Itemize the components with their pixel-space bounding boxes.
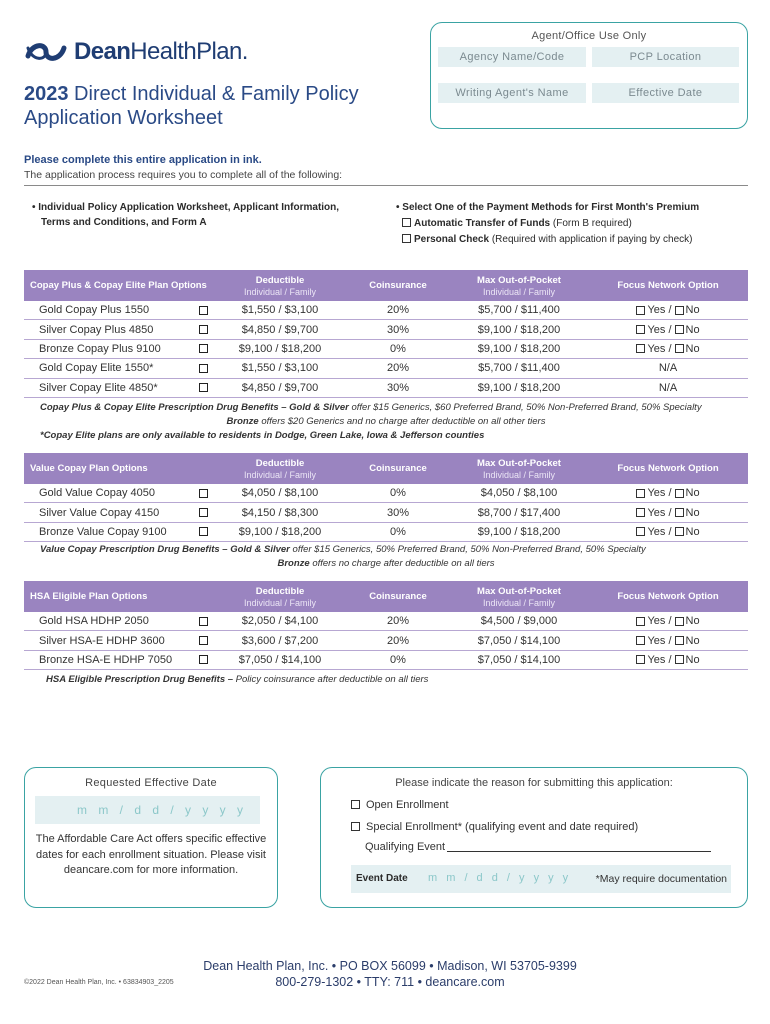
coinsurance-cell: 30% <box>386 381 410 394</box>
auto-transfer-checkbox[interactable] <box>402 218 411 227</box>
plan-name-cell <box>24 379 214 397</box>
plan-name-cell <box>24 612 214 630</box>
table-title: Value Copay Plan Options <box>30 463 148 474</box>
coinsurance-cell: 20% <box>386 615 410 628</box>
copay-note2-bold: Bronze <box>226 416 259 427</box>
focus-network-cell <box>588 631 748 649</box>
focus-yes-checkbox[interactable] <box>636 325 645 334</box>
focus-yes-checkbox[interactable] <box>636 344 645 353</box>
personal-check-label: Personal Check <box>414 234 490 245</box>
plan-select-checkbox[interactable] <box>199 364 208 373</box>
requirements-left <box>32 200 352 230</box>
plan-name-cell <box>24 301 214 319</box>
plan-select-checkbox[interactable] <box>199 508 208 517</box>
plan-select-checkbox[interactable] <box>199 617 208 626</box>
deductible-cell: $2,050 / $4,100 <box>241 615 319 628</box>
focus-yes-label: Yes / <box>647 634 672 647</box>
focus-no-label: No <box>685 487 700 500</box>
focus-no-label: No <box>685 525 700 538</box>
col-focus: Focus Network Option <box>617 463 719 474</box>
deductible-cell: $9,100 / $18,200 <box>238 342 322 355</box>
intro-heading: Please complete this entire application in ink. <box>24 154 262 166</box>
focus-no-label: No <box>685 342 700 355</box>
footer <box>180 958 600 990</box>
copyright: ©2022 Dean Health Plan, Inc. • 63834903_2205 <box>24 979 174 986</box>
req-left-line1: • Individual Policy Application Worksheet, Applicant Information, <box>32 202 340 213</box>
event-date-bar <box>351 865 731 893</box>
focus-no-checkbox[interactable] <box>675 325 684 334</box>
max-oop-cell: $7,050 / $14,100 <box>477 634 561 647</box>
coinsurance-cell: 0% <box>390 342 406 355</box>
auto-transfer-note: (Form B required) <box>550 218 632 229</box>
focus-no-checkbox[interactable] <box>675 344 684 353</box>
effective-date-field[interactable]: Effective Date <box>592 83 739 103</box>
payment-option-check[interactable] <box>396 232 748 248</box>
table-row <box>24 359 748 378</box>
col-coinsurance: Coinsurance <box>369 463 427 474</box>
logo-light: HealthPlan. <box>130 38 248 65</box>
col-deductible: Deductible Individual / Family <box>243 585 317 608</box>
title-year: 2023 <box>24 83 69 105</box>
table-rows <box>24 301 748 398</box>
focus-network-cell <box>588 612 748 630</box>
focus-yes-label: Yes / <box>647 487 672 500</box>
focus-network-cell <box>588 503 748 521</box>
dean-logo <box>24 38 248 66</box>
copay-note3: *Copay Elite plans are only available to residents in Dodge, Green Lake, Iowa & Jefferson counties <box>40 430 485 441</box>
page-title <box>24 82 359 130</box>
focus-yes-checkbox[interactable] <box>636 508 645 517</box>
deductible-cell: $9,100 / $18,200 <box>238 525 322 538</box>
max-oop-cell: $5,700 / $11,400 <box>478 304 560 317</box>
hsa-note1-bold: HSA Eligible Prescription Drug Benefits – <box>46 674 234 685</box>
coinsurance-cell: 30% <box>386 323 410 336</box>
deductible-cell: $3,600 / $7,200 <box>241 634 319 647</box>
table-row <box>24 503 748 522</box>
col-coinsurance: Coinsurance <box>369 591 427 602</box>
table-header <box>24 581 748 612</box>
focus-yes-label: Yes / <box>647 653 672 666</box>
deductible-cell: $4,850 / $9,700 <box>241 323 319 336</box>
focus-yes-label: Yes / <box>647 615 672 628</box>
logo-bold: Dean <box>74 38 131 65</box>
col-deductible: Deductible Individual / Family <box>243 274 317 297</box>
plan-select-checkbox[interactable] <box>199 325 208 334</box>
title-line1: Direct Individual & Family Policy <box>68 83 359 105</box>
plan-name: Silver HSA-E HDHP 3600 <box>39 634 165 647</box>
copay-note2-rest: offers $20 Generics and no charge after deductible on all other tiers <box>258 416 546 427</box>
max-oop-cell: $9,100 / $18,200 <box>477 381 561 394</box>
plan-name: Gold HSA HDHP 2050 <box>39 615 149 628</box>
requested-date-input[interactable]: m m / d d / y y y y <box>35 796 260 824</box>
footer-address: Dean Health Plan, Inc. • PO BOX 56099 • Madison, WI 53705-9399 <box>203 959 577 973</box>
deductible-cell: $4,150 / $8,300 <box>241 506 319 519</box>
reason-title: Please indicate the reason for submitting this application: <box>395 777 673 789</box>
copay-plan-table <box>24 270 748 398</box>
plan-select-checkbox[interactable] <box>199 655 208 664</box>
req-left-line2: Terms and Conditions, and Form A <box>41 217 207 228</box>
value-note2-rest: offers no charge after deductible on all tiers <box>309 558 495 569</box>
qualifying-event-input[interactable] <box>447 851 711 852</box>
focus-no-checkbox[interactable] <box>675 306 684 315</box>
deductible-cell: $4,050 / $8,100 <box>241 487 319 500</box>
focus-no-label: No <box>685 323 700 336</box>
plan-name: Silver Copay Plus 4850 <box>39 323 154 336</box>
max-oop-cell: $7,050 / $14,100 <box>477 653 561 666</box>
intro <box>24 154 342 181</box>
focus-yes-checkbox[interactable] <box>636 636 645 645</box>
special-enrollment-checkbox[interactable] <box>351 822 360 831</box>
focus-no-checkbox[interactable] <box>675 636 684 645</box>
col-max-oop: Max Out-of-Pocket Individual / Family <box>477 274 561 297</box>
focus-yes-checkbox[interactable] <box>636 527 645 536</box>
qualifying-event-label: Qualifying Event <box>365 841 446 853</box>
max-oop-cell: $4,050 / $8,100 <box>480 487 558 500</box>
col-focus: Focus Network Option <box>617 280 719 291</box>
table-title: Copay Plus & Copay Elite Plan Options <box>30 280 207 291</box>
agent-box-title: Agent/Office Use Only <box>531 30 647 42</box>
focus-yes-label: Yes / <box>647 323 672 336</box>
focus-no-checkbox[interactable] <box>675 508 684 517</box>
dean-swoosh-icon <box>24 41 68 63</box>
coinsurance-cell: 0% <box>390 525 406 538</box>
focus-no-label: No <box>685 615 700 628</box>
plan-name: Gold Copay Plus 1550 <box>39 304 150 317</box>
focus-no-label: No <box>685 634 700 647</box>
pcp-location-field[interactable]: PCP Location <box>592 47 739 67</box>
deductible-cell: $1,550 / $3,100 <box>241 362 319 375</box>
value-note1-bold: Value Copay Prescription Drug Benefits – Gold & Silver <box>40 544 290 555</box>
table-header <box>24 453 748 484</box>
effective-date-title: Requested Effective Date <box>85 777 217 789</box>
table-rows <box>24 612 748 670</box>
col-deductible: Deductible Individual / Family <box>243 457 317 480</box>
focus-no-label: No <box>685 506 700 519</box>
max-oop-cell: $9,100 / $18,200 <box>477 323 561 336</box>
hsa-note1-rest: Policy coinsurance after deductible on all tiers <box>233 674 429 685</box>
table-row <box>24 523 748 542</box>
hsa-rx-note <box>24 673 748 687</box>
payment-heading: • Select One of the Payment Methods for First Month's Premium <box>396 202 700 213</box>
plan-name-cell <box>24 651 214 669</box>
value-note2-bold: Bronze <box>277 558 310 569</box>
max-oop-cell: $9,100 / $18,200 <box>477 342 561 355</box>
focus-network-cell <box>588 484 748 502</box>
table-row <box>24 484 748 503</box>
col-max-oop: Max Out-of-Pocket Individual / Family <box>477 585 561 608</box>
deductible-cell: $7,050 / $14,100 <box>238 653 322 666</box>
divider <box>24 185 748 186</box>
table-row <box>24 379 748 398</box>
plan-select-checkbox[interactable] <box>199 383 208 392</box>
writing-agent-field[interactable]: Writing Agent's Name <box>438 83 586 103</box>
agency-name-field[interactable]: Agency Name/Code <box>438 47 586 67</box>
coinsurance-cell: 20% <box>386 634 410 647</box>
deductible-cell: $1,550 / $3,100 <box>241 304 319 317</box>
plan-name-cell <box>24 631 214 649</box>
special-enrollment-label: Special Enrollment* (qualifying event and date required) <box>366 821 639 833</box>
intro-subtext: The application process requires you to complete all of the following: <box>24 169 343 181</box>
table-row <box>24 301 748 320</box>
aca-info-text: The Affordable Care Act offers specific effective dates for each enrollment situation. Please visit deancare.com for more information. <box>35 833 267 876</box>
focus-network-cell: N/A <box>658 362 678 375</box>
table-row <box>24 612 748 631</box>
plan-name-cell <box>24 484 214 502</box>
focus-yes-checkbox[interactable] <box>636 655 645 664</box>
plan-name-cell <box>24 340 214 358</box>
hsa-plan-table <box>24 581 748 670</box>
footer-contact: 800-279-1302 • TTY: 711 • deancare.com <box>275 975 505 989</box>
payment-option-auto[interactable] <box>396 216 748 232</box>
agent-office-box <box>430 22 748 129</box>
table-row <box>24 340 748 359</box>
coinsurance-cell: 0% <box>390 653 406 666</box>
plan-name: Gold Copay Elite 1550* <box>39 362 154 375</box>
event-date-input[interactable]: m m / d d / y y y y <box>428 872 572 884</box>
focus-no-checkbox[interactable] <box>675 655 684 664</box>
open-enrollment-label: Open Enrollment <box>366 799 449 811</box>
personal-check-note: (Required with application if paying by check) <box>489 234 693 245</box>
coinsurance-cell: 20% <box>386 362 410 375</box>
open-enrollment-option[interactable] <box>351 799 449 811</box>
focus-yes-label: Yes / <box>647 506 672 519</box>
documentation-note: *May require documentation <box>595 873 727 885</box>
plan-select-checkbox[interactable] <box>199 306 208 315</box>
focus-no-checkbox[interactable] <box>675 527 684 536</box>
plan-select-checkbox[interactable] <box>199 344 208 353</box>
focus-no-checkbox[interactable] <box>675 489 684 498</box>
plan-name-cell <box>24 320 214 338</box>
focus-yes-checkbox[interactable] <box>636 489 645 498</box>
deductible-cell: $4,850 / $9,700 <box>241 381 319 394</box>
plan-name-cell <box>24 359 214 377</box>
plan-name-cell <box>24 523 214 541</box>
personal-check-checkbox[interactable] <box>402 234 411 243</box>
max-oop-cell: $5,700 / $11,400 <box>478 362 560 375</box>
value-rx-note <box>24 543 748 571</box>
max-oop-cell: $9,100 / $18,200 <box>477 525 561 538</box>
plan-name: Gold Value Copay 4050 <box>39 487 155 500</box>
focus-yes-checkbox[interactable] <box>636 617 645 626</box>
plan-select-checkbox[interactable] <box>199 636 208 645</box>
table-header <box>24 270 748 301</box>
focus-no-label: No <box>685 653 700 666</box>
focus-network-cell <box>588 301 748 319</box>
plan-select-checkbox[interactable] <box>199 489 208 498</box>
copay-note1-bold: Copay Plus & Copay Elite Prescription Drug Benefits – Gold & Silver <box>40 402 349 413</box>
focus-network-cell: N/A <box>658 381 678 394</box>
max-oop-cell: $8,700 / $17,400 <box>477 506 561 519</box>
open-enrollment-checkbox[interactable] <box>351 800 360 809</box>
table-rows <box>24 484 748 542</box>
focus-yes-label: Yes / <box>647 304 672 317</box>
table-title: HSA Eligible Plan Options <box>30 591 148 602</box>
focus-no-label: No <box>685 304 700 317</box>
focus-network-cell <box>588 340 748 358</box>
coinsurance-cell: 30% <box>386 506 410 519</box>
plan-name: Silver Copay Elite 4850* <box>39 381 158 394</box>
event-date-label: Event Date <box>356 873 408 884</box>
focus-network-cell <box>588 651 748 669</box>
plan-name: Bronze Value Copay 9100 <box>39 525 167 538</box>
max-oop-cell: $4,500 / $9,000 <box>480 615 558 628</box>
auto-transfer-label: Automatic Transfer of Funds <box>414 218 551 229</box>
plan-name: Silver Value Copay 4150 <box>39 506 160 519</box>
plan-name: Bronze HSA-E HDHP 7050 <box>39 653 173 666</box>
col-focus: Focus Network Option <box>617 591 719 602</box>
focus-yes-label: Yes / <box>647 525 672 538</box>
payment-methods <box>396 200 748 248</box>
focus-no-checkbox[interactable] <box>675 617 684 626</box>
value-plan-table <box>24 453 748 542</box>
table-row <box>24 320 748 339</box>
copay-note1-rest: offer $15 Generics, $60 Preferred Brand, 50% Non-Preferred Brand, 50% Specialty <box>348 402 702 413</box>
coinsurance-cell: 0% <box>390 487 406 500</box>
title-line2: Application Worksheet <box>24 107 223 129</box>
coinsurance-cell: 20% <box>386 304 410 317</box>
focus-network-cell <box>588 320 748 338</box>
special-enrollment-option[interactable] <box>351 821 638 833</box>
plan-name: Bronze Copay Plus 9100 <box>39 342 161 355</box>
value-note1-rest: offer $15 Generics, 50% Preferred Brand, 50% Non-Preferred Brand, 50% Specialty <box>289 544 646 555</box>
table-row <box>24 631 748 650</box>
focus-network-cell <box>588 523 748 541</box>
copay-rx-note <box>24 401 748 443</box>
col-coinsurance: Coinsurance <box>369 280 427 291</box>
col-max-oop: Max Out-of-Pocket Individual / Family <box>477 457 561 480</box>
focus-yes-checkbox[interactable] <box>636 306 645 315</box>
table-row <box>24 651 748 670</box>
requested-effective-date-box <box>24 767 278 908</box>
reason-box <box>320 767 748 908</box>
plan-name-cell <box>24 503 214 521</box>
focus-yes-label: Yes / <box>647 342 672 355</box>
plan-select-checkbox[interactable] <box>199 527 208 536</box>
